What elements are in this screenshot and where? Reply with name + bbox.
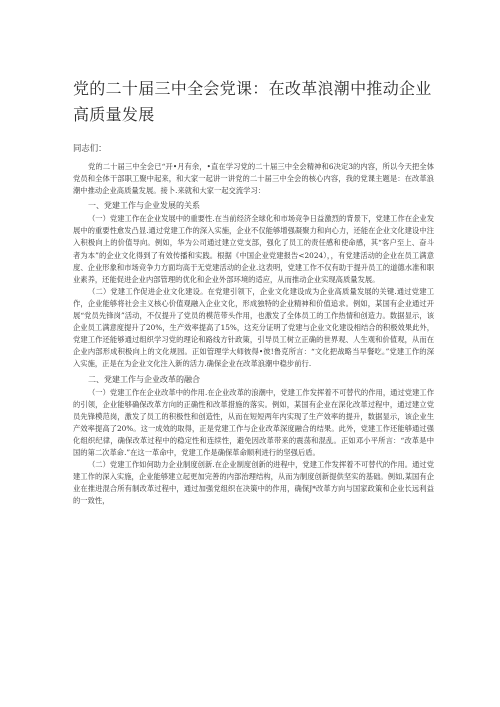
section-heading: 二、党建工作与企业改革的融合	[88, 374, 200, 384]
salutation: 同志们：	[73, 143, 107, 153]
body-paragraph: （一）党建工作在企业改革中的作用.在企业改革的浪潮中，党建工作发挥着不可替代的作用，通过党建工作的引领，企业能够确保改革方向的正确性和改革措施的落实。例如，某国有企业在深化改革过程中，通过建立党员先锋模范岗，激发了员工的积极性和创造性，从而在短短两年内实现了生产效率的提升，数据显示，该企业生产效率提高了20%。这一成效的取得，正是党建工作与企业改革深度融合的结果。此外，党建工作还能够通过强化组织纪律，确保改革过程中的稳定性和连续性，避免因改革带来的震荡和混乱。正如邓小平所言：“改革是中国的第二次革命.”在这一革命中，党建工作是确保革命顺利进行的坚强后盾。	[73, 387, 434, 457]
intro-paragraph: 党的二十届三中全会已“开•月有余，•直在学习党的二十届三中全会精神和6决定3的内容，所以今天把全体党员和全体干部职工聚中起来，和大家一起讲一讲党的二十届三中全会的核心内容，我的党课主题是：在改革浪潮中推动企业高质量发展。接卜.来就和大家一起交流学习：	[73, 162, 434, 196]
section-2	[73, 373, 434, 508]
body-paragraph: （一）党建工作在企业发展中的重要性.在当前经济全球化和市场竞争日益激烈的背景下，党建工作在企业发展中的重要性愈发凸显.通过党建工作的深入实施，企业不仅能够增强凝聚力和向心力，还能在企业文化建设中注入积极向上的价值导向。例如，华为公司通过建立党支部，强化了员工的责任感和使命感，其“客户至上、奋斗者为本”的企业文化得到了有效传播和实践。根据《中国企业党建报告<2024），，有党建活动的企业在员工满意度、企业形象和市场竞争力方面均高于无党建活动的企业.这表明，党建工作不仅有助于提升员工的道德水准和职业素养，还能促进企业内部管理的优化和企业外部环境的适应，从而推动企业实现高质量发展。	[73, 214, 434, 284]
document-title: 党的二十届三中全会党课：在改革浪潮中推动企业高质量发展	[73, 79, 432, 124]
body-paragraph: （二）党建工作如何助力企业制度创新.在企业制度创新的进程中，党建工作发挥着不可替代的作用。通过党建工作的深入实施，企业能够建立起更加完善的内部治理结构，从而为制度创新提供坚实的基础。例如,某国有企业在推进混合所有制改革过程中，通过加强党组织在决策中的作用，确保J*改革方向与国家政策和企业长远利益的一致性，	[73, 460, 434, 506]
section-1	[73, 199, 434, 370]
body-paragraph: （二）党建工作促进企业文化建设。在党建引领下，企业文化建设成为企业高质量发展的关键.通过党建工作，企业能够将社会主义核心价值观融入企业文化，形成独特的企业精神和价值追求。例如，某国有企业通过开展“党员先锋岗”活动，不仅提升了党员的模范带头作用，也激发了全体员工的工作热情和创造力。数据显示，该企业员工满意度提升了20%，生产效率提高了15%，这充分证明了党建与企业文化建设相结合的积极效果此外，党建工作还能够通过组织学习党的理论和路线方针政策，引导员工树立正确的世界观、人生观和价值观，从而在企业内部形成积极向上的文化规园。正如管理学大师彼得•彼!鲁克所言：“文化把战略当早餐吃。”党建工作的深入实施，正是在为企业文化注入新的活力.确保企业在改革浪潮中稳步前行.	[73, 286, 434, 369]
section-heading: 一、党建工作与企业发展的关系	[88, 201, 200, 211]
